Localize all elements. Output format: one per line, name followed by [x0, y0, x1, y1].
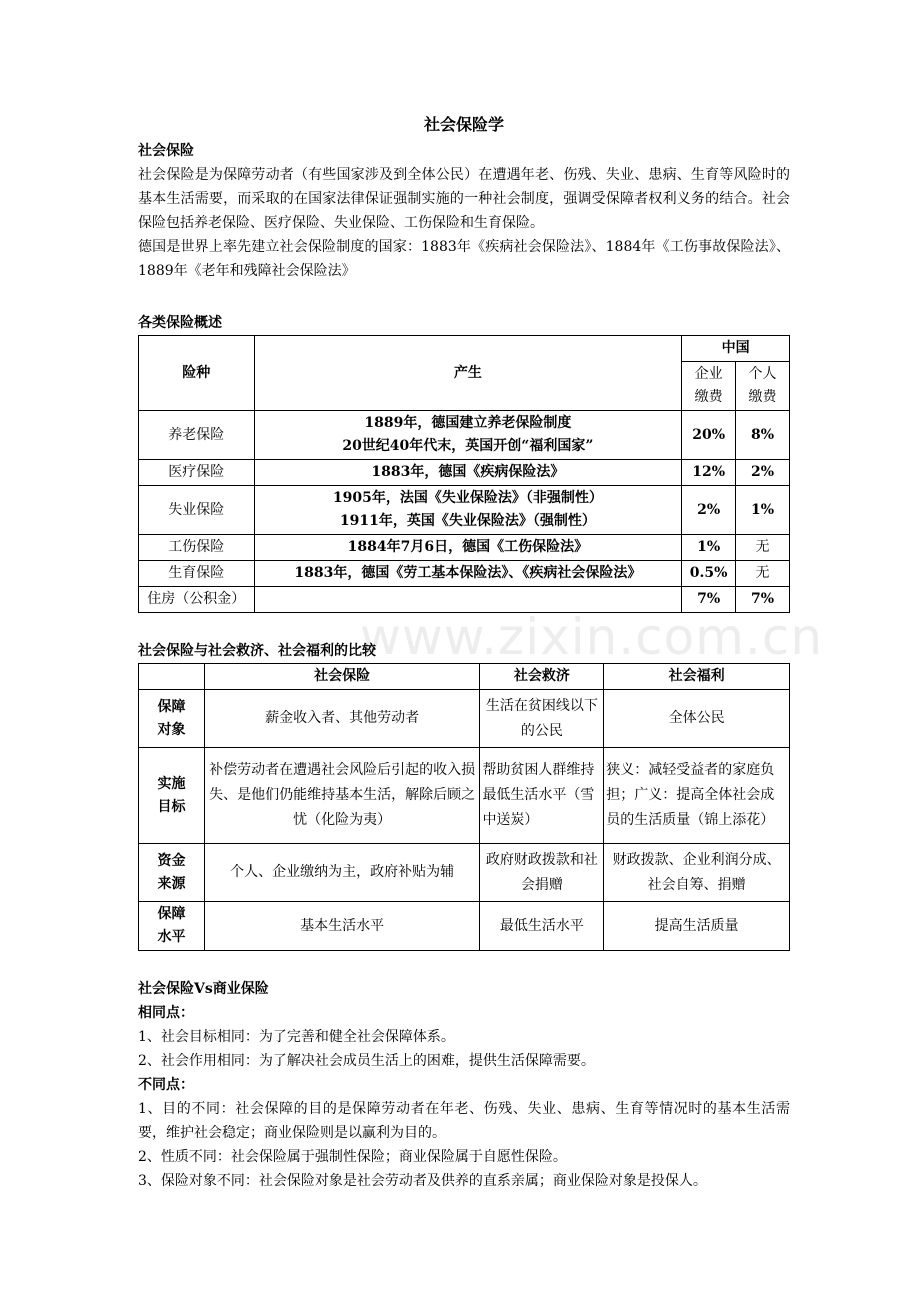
row-type: 工伤保险 [139, 535, 255, 561]
header-china: 中国 [682, 336, 790, 362]
origin-line: 1889年，德国建立养老保险制度 [364, 415, 572, 431]
row-employer: 0.5% [682, 561, 736, 587]
intro-paragraph: 德国是世界上率先建立社会保险制度的国家：1883年《疾病社会保险法》、1884年《工伤事故保险法》、1889年《老年和残障社会保险法》 [138, 239, 790, 279]
row-label [139, 690, 205, 748]
header-personal-line: 缴费 [748, 389, 777, 405]
row-label-line: 水平 [157, 929, 186, 945]
origin-line: 1911年，英国《失业保险法》（强制性） [339, 513, 596, 529]
watermark: www.zixin.com.cn [360, 608, 824, 666]
header-empty [139, 664, 205, 690]
table-row [139, 486, 790, 535]
cell: 个人、企业缴纳为主，政府补贴为辅 [204, 844, 480, 902]
intro-heading: 社会保险 [138, 143, 194, 159]
cell: 狭义：减轻受益者的家庭负担；广义：提高全体社会成员的生活质量（锦上添花） [604, 748, 790, 844]
header-origin: 产生 [254, 336, 682, 411]
cell: 补偿劳动者在遭遇社会风险后引起的收入损失、是他们仍能维持基本生活，解除后顾之忧（化险为夷） [204, 748, 480, 844]
row-origin: 1883年，德国《疾病保险法》 [254, 460, 682, 486]
cell: 政府财政拨款和社会捐赠 [480, 844, 604, 902]
header-social-welfare: 社会福利 [604, 664, 790, 690]
row-label-line: 保障 [157, 906, 186, 922]
origin-line: 20世纪40年代末，英国开创“福利国家” [342, 438, 594, 454]
header-type: 险种 [139, 336, 255, 411]
table-row [139, 411, 790, 460]
comparison-table [138, 663, 790, 951]
row-employer: 7% [682, 587, 736, 613]
comparison-section [138, 639, 790, 951]
row-label [139, 902, 205, 951]
cell: 最低生活水平 [480, 902, 604, 951]
table-header-row [139, 664, 790, 690]
cell: 全体公民 [604, 690, 790, 748]
row-employer: 2% [682, 486, 736, 535]
row-employer: 20% [682, 411, 736, 460]
header-employer-line: 企业 [694, 366, 723, 382]
cell: 财政拨款、企业利润分成、社会自筹、捐赠 [604, 844, 790, 902]
overview-section [138, 311, 790, 613]
table-row [139, 535, 790, 561]
row-origin: 1883年，德国《劳工基本保险法》、《疾病社会保险法》 [254, 561, 682, 587]
header-social-insurance: 社会保险 [204, 664, 480, 690]
row-personal: 1% [736, 486, 790, 535]
table-row [139, 902, 790, 951]
origin-line: 1905年，法国《失业保险法》（非强制性） [332, 490, 603, 506]
row-label-line: 资金 [157, 852, 186, 869]
header-personal [736, 362, 790, 411]
row-type: 医疗保险 [139, 460, 255, 486]
table-row [139, 844, 790, 902]
diff-point: 3、保险对象不同：社会保险对象是社会劳动者及供养的直系亲属；商业保险对象是投保人。 [138, 1173, 707, 1189]
row-employer: 1% [682, 535, 736, 561]
row-label-line: 实施 [157, 775, 186, 792]
cell: 帮助贫困人群维持最低生活水平（雪中送炭） [480, 748, 604, 844]
table-row [139, 587, 790, 613]
table-row [139, 561, 790, 587]
vs-section [138, 977, 790, 1193]
row-personal: 2% [736, 460, 790, 486]
row-label [139, 748, 205, 844]
diff-point: 2、性质不同：社会保险属于强制性保险；商业保险属于自愿性保险。 [138, 1149, 567, 1165]
header-social-relief: 社会救济 [480, 664, 604, 690]
row-origin [254, 411, 682, 460]
vs-heading: 社会保险Vs商业保险 [138, 981, 269, 997]
table-row [139, 748, 790, 844]
row-type: 失业保险 [139, 486, 255, 535]
row-origin: 1884年7月6日，德国《工伤保险法》 [254, 535, 682, 561]
row-origin [254, 486, 682, 535]
intro-section [138, 139, 790, 283]
table-row [139, 690, 790, 748]
overview-heading: 各类保险概述 [138, 315, 222, 331]
row-employer: 12% [682, 460, 736, 486]
row-type: 住房（公积金） [139, 587, 255, 613]
row-label-line: 保障 [157, 698, 186, 715]
document-title: 社会保险学 [423, 115, 504, 134]
row-label-line: 目标 [157, 798, 186, 815]
diff-point: 1、目的不同：社会保障的目的是保障劳动者在年老、伤残、失业、患病、生育等情况时的基本生活需要，维护社会稳定；商业保险则是以赢利为目的。 [138, 1101, 790, 1141]
row-label [139, 844, 205, 902]
document-page [138, 112, 790, 1193]
header-employer-line: 缴费 [694, 389, 723, 405]
cell: 基本生活水平 [204, 902, 480, 951]
cell: 生活在贫困线以下的公民 [480, 690, 604, 748]
row-label-line: 来源 [157, 875, 186, 892]
row-personal: 7% [736, 587, 790, 613]
cell: 提高生活质量 [604, 902, 790, 951]
same-point: 2、社会作用相同：为了解决社会成员生活上的困难，提供生活保障需要。 [138, 1053, 595, 1069]
diff-heading: 不同点： [138, 1077, 194, 1093]
row-type: 养老保险 [139, 411, 255, 460]
header-personal-line: 个人 [748, 366, 777, 382]
table-row [139, 460, 790, 486]
comparison-heading: 社会保险与社会救济、社会福利的比较 [138, 643, 376, 659]
overview-table [138, 335, 790, 613]
row-origin [254, 587, 682, 613]
intro-paragraph: 社会保险是为保障劳动者（有些国家涉及到全体公民）在遭遇年老、伤残、失业、患病、生育等风险时的基本生活需要，而采取的在国家法律保证强制实施的一种社会制度，强调受保障者权利义务的结合。社会保险包括养老保险、医疗保险、失业保险、工伤保险和生育保险。 [138, 167, 790, 231]
cell: 薪金收入者、其他劳动者 [204, 690, 480, 748]
same-point: 1、社会目标相同：为了完善和健全社会保障体系。 [138, 1029, 455, 1045]
header-employer [682, 362, 736, 411]
same-heading: 相同点： [138, 1005, 194, 1021]
row-personal: 无 [736, 535, 790, 561]
row-personal: 无 [736, 561, 790, 587]
row-personal: 8% [736, 411, 790, 460]
table-header-row [139, 336, 790, 362]
row-label-line: 对象 [157, 721, 186, 738]
row-type: 生育保险 [139, 561, 255, 587]
